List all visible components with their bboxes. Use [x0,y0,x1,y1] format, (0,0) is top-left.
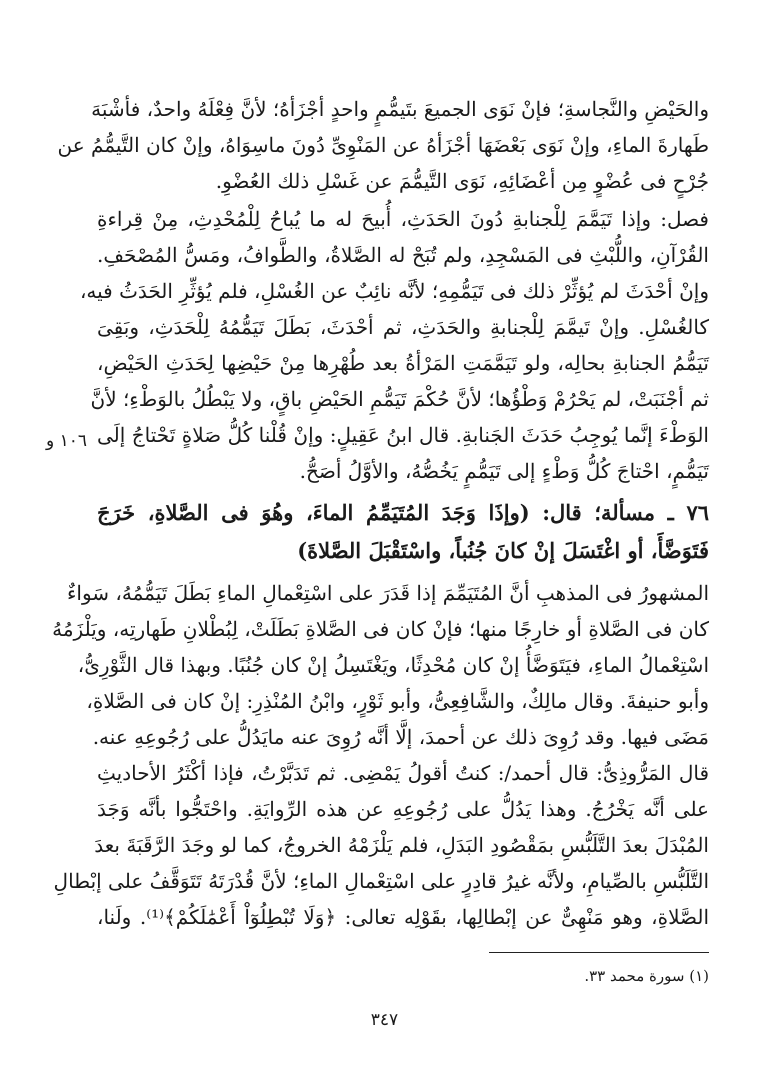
text-line: المُبْدَلَ بعدَ التَّلَبُّسِ بمَقْصُودِ البَدَلِ، فلم يَلْزَمْهُ الخروجُ، كما لو وجَدَ الرَّقَبَةَ بعدَ [94,833,709,857]
text-line: تَيَمُّمُ الجنابةِ بحالِه، ولو تَيَمَّمَتِ المَرْأةُ بعد طُهْرِها مِنْ حَيْضِها لِحَدَثِ الحَيْضِ، [97,351,710,375]
text-line: وأبو حنيفةَ. وقال مالِكٌ، والشَّافِعِىُّ، وأبو ثَوْرٍ، وابْنُ المُنْذِرِ: إنْ كان فى الصَّلاةِ، [86,689,709,713]
text-line: قال المَرُّوذِىُّ: قال أحمد/: كنتُ أقولُ يَمْضِى. ثم تَدَبَّرْتُ، فإذا أكْثَرُ الأحاديثِ [97,761,709,785]
text-line: القُرْآنِ، واللُّبْثِ فى المَسْجِدِ، ولم تُبَحْ له الصَّلاةُ، والطَّوافُ، ومَسُّ المُصْحَفِ. [97,243,709,267]
manuscript-folio-note: ١٠٦ و [46,431,88,451]
masala-heading: ٧٦ ـ مسألة؛ قال: (وإذَا وَجَدَ المُتَيَمِّمُ الماءَ، وهُوَ فى الصَّلاةِ، خَرَجَ [97,500,709,525]
text-line: كالغُسْلِ. وإنْ تَيمَّمَ لِلْجنابةِ والحَدَثِ، ثم أحْدَثَ، بَطَلَ تَيَمُّمُهُ لِلْحَدَثِ، وبَقِىَ [97,315,709,339]
page-number: ٣٤٧ [370,1010,399,1030]
footnote-divider [489,952,709,953]
text-line: مَضَى فيها. وقد رُوِىَ ذلك عن أحمدَ، إلَّا أنَّه رُوِىَ عنه مايَدُلُّ على رُجُوعِهِ عنه. [92,725,709,749]
text-line: طَهارةَ الماءِ، وإنْ نَوَى بَعْضَهَا أجْزَأهُ عن المَنْوِىِّ دُونَ ماسِوَاهُ، وإنْ كان التَّيمُّمُ عن [57,133,709,157]
footnote: (١) سورة محمد ٣٣. [584,967,709,985]
text-line: على أنَّه يَخْرُجُ. وهذا يَدُلُّ على رُجُوعِهِ عن هذه الرِّوايَةِ. واحْتَجُّوا بأنَّه وَجَدَ [97,797,709,821]
text-line: التَّلَبُّسِ بالصِّيامِ، ولأنَّه غيرُ قادِرٍ على اسْتِعْمالِ الماءِ؛ لأنَّ قُدْرَتَهُ تَتَوَقَّفُ على إبْطالِ [53,869,709,893]
masala-heading: فَتَوَضَّأَ، أو اغْتَسَلَ إنْ كانَ جُنُباً، واسْتَقْبَلَ الصَّلاةَ) [297,538,709,563]
text-line: اسْتِعْمالُ الماءِ، فيَتَوَضَّأُ إنْ كان مُحْدِثًا، ويَغْتَسِلُ إنْ كان جُنُبًا. وبهذا قال الثَّوْرِىُّ، [77,653,709,677]
text-line: تَيَمُّمٍ، احْتاجَ كُلُّ وَطْءٍ إلى تَيَمُّمٍ يَخُصُّهُ، والأوَّلُ أصَحُّ. [299,459,709,483]
text-line: الوَطْءَ إنَّما يُوجِبُ حَدَثَ الجَنابةِ. قال ابنُ عَقِيلٍ: وإنْ قُلْنا كُلُّ صَلاةٍ تَحْتاجُ إلَى [97,423,709,447]
text-line: جُرْحٍ فى عُضْوٍ مِن أعْضَائِهِ، نَوَى التَّيمُّمَ عن غَسْلِ ذلك العُضْوِ. [215,169,709,193]
text-line: الصَّلاةِ، وهو مَنْهِىٌّ عن إبْطالِها، بقَوْلِه تعالى: ﴿وَلَا تُبْطِلُوٓاْ أَعْمَٰلَكُمْ﴾⁽¹⁾. ولَنا، [97,905,710,929]
text-line: المشهورُ فى المذهبِ أنَّ المُتَيَمِّمَ إذا قَدَرَ على اسْتِعْمالِ الماءِ بَطَلَ تَيَمُّمُهُ، سَواءٌ [66,581,709,605]
text-line: والحَيْضِ والنَّجاسةِ؛ فإنْ نَوَى الجميعَ بتَيمُّمٍ واحدٍ أجْزَأهُ؛ لأنَّ فِعْلَهُ واحدٌ، فأشْبَهَ [91,97,709,121]
text-line: كان فى الصَّلاةِ أو خارِجًا منها؛ فإنْ كان فى الصَّلاةِ بَطَلَتْ، لِبُطْلانِ طَهارتِه، ويَلْزَمُهُ [52,617,709,641]
section-fasl-line: فصل: وإذا تَيَمَّمَ لِلْجنابةِ دُونَ الحَدَثِ، أُبيحَ له ما يُباحُ لِلْمُحْدِثِ، مِنْ قِراءةِ [97,207,709,231]
text-line: وإنْ أحْدَثَ لم يُؤثِّرْ ذلك فى تَيَمُّمِهِ؛ لأنَّه نائِبٌ عن الغُسْلِ، فلم يُؤثِّرِ الحَدَثُ فيه، [79,279,709,303]
text-line: ثم أجْنَبَتْ، لم يَحْرُمْ وَطْؤُها؛ لأنَّ حُكْمَ تَيَمُّمِ الحَيْضِ باقٍ، ولا يَبْطُلُ بالوَطْءِ؛ لأنَّ [90,387,709,411]
